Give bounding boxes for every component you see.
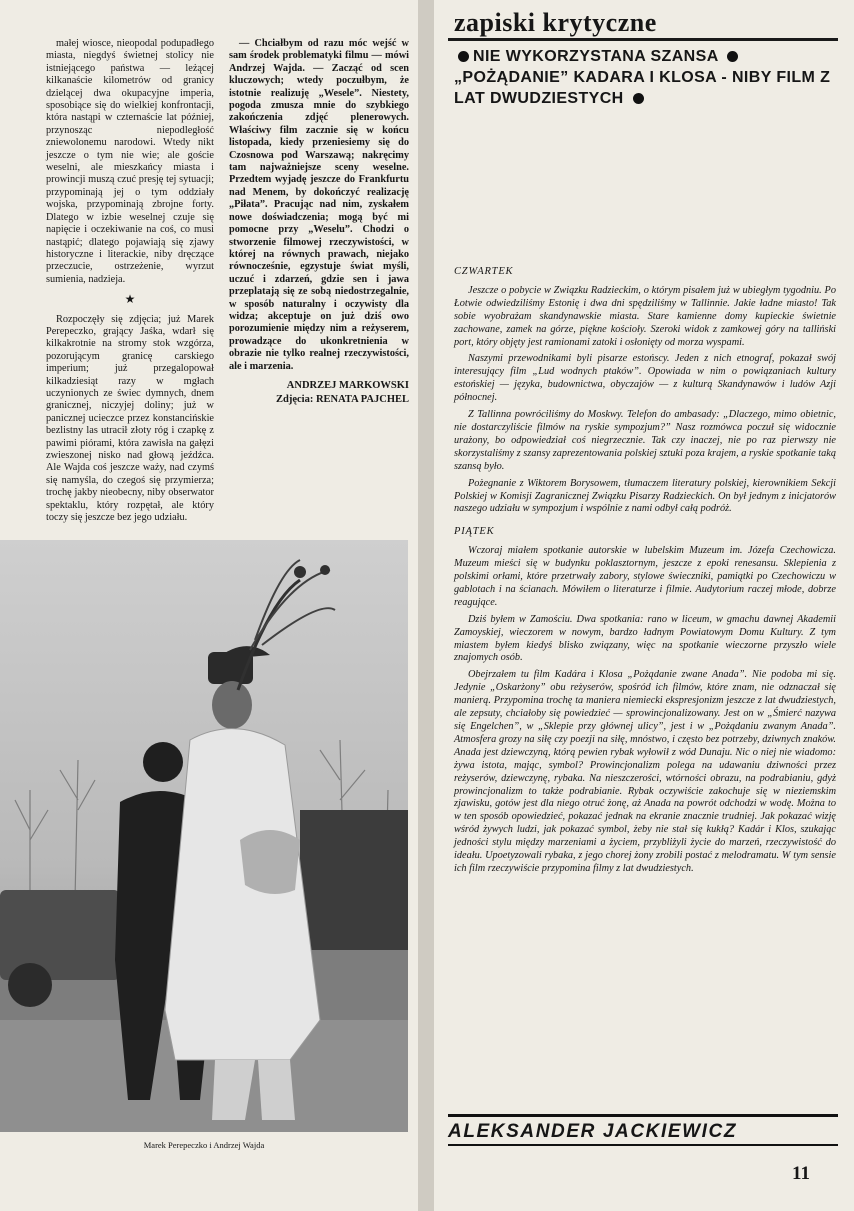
bullet-icon <box>727 51 738 62</box>
paragraph: Dziś byłem w Zamościu. Dwa spotkania: rano w liceum, w gmachu dawnej Akademii Zamoyskiej, wieczorem w nowym, bardzo ładnym Powiatowym Domu Kultury. Z tym miastem byłem kiedyś blisko związany, więc na spotkanie wieczorne przyszło wiele znajomych osób. <box>454 613 836 664</box>
page-gutter <box>418 0 434 1211</box>
paragraph: — Chciałbym od razu móc wejść w sam środek problematyki filmu — mówi Andrzej Wajda. — Zacząć od scen kluczowych; wtedy poczułbym, że istotnie realizuję „Wesele”. Niestety, pogoda zmusza mnie do szybkiego zakończenia zdjęć plenerowych. Właściwy film zacznie się w końcu listopada, kiedy przeniesiemy się do Czosnowa pod Warszawą; nakręcimy tam najważniejsze sceny weselne. Przedtem wyjadę jeszcze do Frankfurtu nad Menem, by dokończyć realizację „Piłata”. Pracując nad nim, zyskałem nowe doświadczenia; mogą być mi pomocne przy „Weselu”. Chodzi o stworzenie filmowej rzeczywistości, w której na równych prawach, niejako równocześnie, egzystuje świat myśli, uczuć i zdarzeń, gdzie sen i jawa przeplatają się ze sobą niedostrzegalnie, w sposób naturalny i oczywisty dla widza; akceptuje on już dziś owo porozumienie między nim a reżyserem, prowadzące do ukonkretnienia w obrazie nie tylko realnej rzeczywistości, ale i marzenia. <box>229 38 409 372</box>
photo-credit: Zdjęcia: RENATA PAJCHEL <box>276 393 409 405</box>
page-number: 11 <box>792 1163 810 1184</box>
paragraph: Z Tallinna powróciliśmy do Moskwy. Telefon do ambasady: „Dlaczego, mimo obietnic, nie dostarczyliście filmów na ryskie sympozjum?” Nasz rozmówca poczuł się widocznie urażony, bo odpowiedział coś niegrzecznie. Tak czy inaczej, nie po raz pierwszy nie skorzystaliśmy z szansy zaprezentowania polskiej sztuki poza krajem, a ryskie spotkanie taką szansą było. <box>454 409 836 472</box>
bullet-icon <box>458 51 469 62</box>
paragraph: Obejrzałem tu film Kadára i Klosa „Pożądanie zwane Anada”. Nie podoba mi się. Jedynie „Oskarżony” obu reżyserów, spośród ich filmów, które znam, nie odznaczał się manierą. Przypomina trochę ta maniera niemiecki ekspresjonizm jeszcze z lat dwudziestych, ale zepsuty, chciałoby się powiedzieć — sprowincjonalizowany. Jest on w „Śmierć nazywa się Engelchen”, w „Sklepie przy głównej ulicy”, jest i w „Pożądaniu zwanym Anada”. Atmosfera grozy na siłę czy poezji na siłę, mnóstwo, i często bez potrzeby, dziwnych znaków. Anada jest dziewczyną, którą pewien rybak wyłowił z wód Dunaju. Nic o niej nie wiadomo: żywa istota, mając, symbol? Prowincjonalizm polega na udawaniu dziwności przez reżyserów, dziewczynę, rybaka. Na nieszczerości, wtórności obrazu, na podrabianiu, gdyż prowincjonalizm to także podrabianie. Rybak oczywiście zakochuje się w nieziemskim zjawisku, gotów jest dla niego otruć żonę, aż Anada na powrót odchodzi w wodę. Można to w ten sposób opowiedzieć, pokazać jednak na ekranie znacznie trudniej. Jak pokazać wizję wśród żywych ludzi, jak pokazać symbol, żeby nie stał się kukłą? Kadár i Klos, szukając jedności stylu między marzeniami a życiem, przybliżyli życie do marzeń, rzeczywistość do ideału. Upoetyzowali rybaka, z jego chorej żony zrobili postać z melodramatu. W tym sensie ich film rzeczywiście przypomina filmy z lat dwudziestych. <box>454 669 836 874</box>
diary-column <box>454 266 836 880</box>
paragraph: małej wiosce, nieopodal podupadłego miasta, niegdyś świetnej stolicy nie istniejącego państwa — leżącej kilkanaście kilometrów od granicy dzielącej dwa okupacyjne imperia, sposobiące się do wielkiej konfrontacji, która nastąpi w czternaście lat później, przynosząc niepodległość zniewolonemu narodowi. Wtedy nikt jeszcze o tym nie wie; ale goście weselni, ale mieszkańcy miasta i prowincji muszą czuć presję tej sytuacji; przypominają jej o tym oddziały wojska, przypominają zbrojne forty. Dlatego w izbie weselnej czuje się napięcie i oczekiwanie na coś, co musi nastąpić; dlatego pojawiają się zjawy historyczne i literackie, niby dręczące przeczucie, ostrzeżenie, wyrzut sumienia, nadzieja. <box>46 38 214 285</box>
column-author: ALEKSANDER JACKIEWICZ <box>448 1114 838 1143</box>
article-author: ANDRZEJ MARKOWSKI <box>286 379 409 391</box>
paragraph: Wczoraj miałem spotkanie autorskie w lubelskim Muzeum im. Józefa Czechowicza. Muzeum mieści się w budynku poklasztornym, jeszcze z epoki renesansu. Sklepienia z polskimi orłami, które przetrwały zabory, stylowe świeczniki, pamiątki po Czechowiczu w gablotach i na ścianach. Mówiłem o literaturze i filmie. Audytorium raczej młode, dobrze reagujące. <box>454 545 836 608</box>
photo-image <box>0 540 408 1132</box>
bullet-icon <box>633 93 644 104</box>
paragraph: Pożegnanie z Wiktorem Borysowem, tłumaczem literatury polskiej, kierownikiem Sekcji Polskiej w Komisji Zagranicznej Związku Pisarzy Radzieckich. On był jednym z inicjatorów naszego udziału w sympozjum i wspólnie z nami odbył całą podróż. <box>454 477 836 515</box>
article-column-1 <box>46 38 214 524</box>
paragraph: Jeszcze o pobycie w Związku Radzieckim, o którym pisałem już w ubiegłym tygodniu. Po Łotwie odwiedziliśmy Estonię i dwa dni spędziliśmy w Tallinnie. Jakie ładne miasto! Tak sobie wyobrażam skandynawskie miasta. Stare kamienne domy kupieckie świetnie zachowane, zamek na górze, piękne kościoły. Szeroki widok z zamkowej góry na talliński port, który objęty jest ramionami zatoki i osłonięty od morza wyspami. <box>454 284 836 348</box>
rubric-title: zapiski krytyczne <box>454 8 657 37</box>
day-heading-friday: PIĄTEK <box>454 526 495 538</box>
author-rule <box>448 1144 838 1146</box>
article-column-2 <box>229 38 409 407</box>
column-headline: NIE WYKORZYSTANA SZANSA „POŻĄDANIE” KADARA I KLOSA - NIBY FILM Z LAT DWUDZIESTYCH <box>454 48 831 107</box>
paragraph: Naszymi przewodnikami byli pisarze estońscy. Jeden z nich etnograf, pokazał swój interesujący film „Lud wodnych ptaków”. Opowiada w nim o powiązaniach kultury estońskiej — języka, budownictwa, obyczajów — z kulturą Skandynawów i ludów Azji północnej. <box>454 353 836 404</box>
section-star: ★ <box>124 292 136 307</box>
paragraph: Rozpoczęły się zdjęcia; już Marek Perepeczko, grający Jaśka, wdarł się kilkakrotnie na stromy stok wzgórza, pozorującym granicę carskiego imperium; już przegalopował kilkadziesiąt razy w mgłach uczynionych ze świec dymnych, dnem granicznej, niczyjej doliny; już w panicznej ucieczce przez konstancińskie bezlistny las utracił złoty róg i czapkę z pawimi piórami, która zawisła na gałęzi zwieszonej nisko nad głową jeźdźca. Ale Wajda coś jeszcze waży, nad czymś się namyśla, do czegoś się przymierza; trochę jakby nieobecny, niby obserwator spektaklu, który rozpętał, ale który toczy się jeszcze bez jego udziału. <box>46 313 214 524</box>
rubric-rule <box>448 38 838 41</box>
day-heading-thursday: CZWARTEK <box>454 266 514 277</box>
film-set-photo <box>0 540 408 1132</box>
photo-caption: Marek Perepeczko i Andrzej Wajda <box>143 1140 265 1150</box>
